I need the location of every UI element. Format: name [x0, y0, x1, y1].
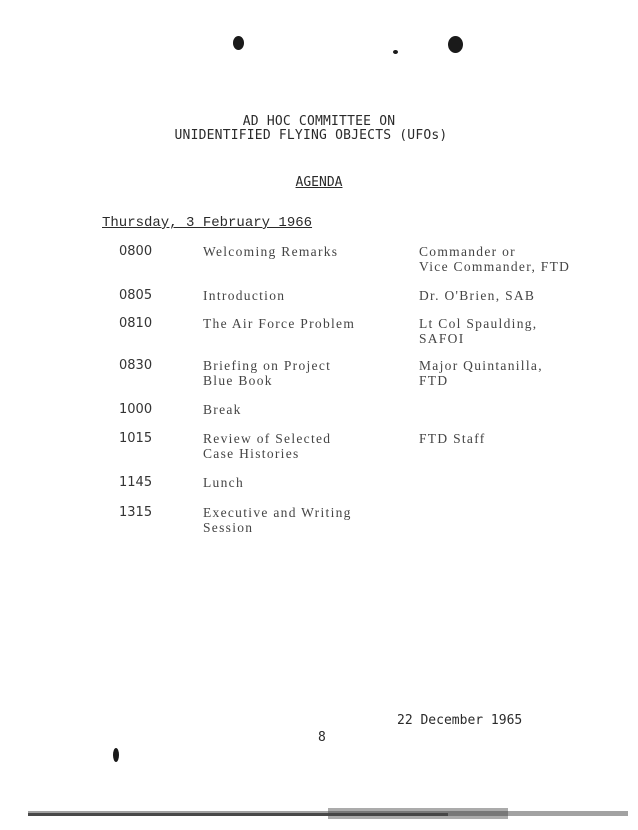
agenda-item: The Air Force Problem — [203, 316, 356, 331]
agenda-time: 1145 — [119, 475, 153, 490]
agenda-time: 0800 — [119, 244, 153, 259]
agenda-time: 1000 — [119, 402, 153, 417]
day-heading: Thursday, 3 February 1966 — [102, 215, 313, 231]
agenda-presenter: FTD Staff — [419, 431, 486, 446]
agenda-time: 0810 — [119, 316, 153, 331]
agenda-item: Lunch — [203, 475, 244, 490]
committee-title-line1: AD HOC COMMITTEE ON — [242, 114, 396, 129]
agenda-item: Welcoming Remarks — [203, 244, 339, 259]
committee-title-line2: UNIDENTIFIED FLYING OBJECTS (UFOs) — [174, 128, 448, 143]
agenda-presenter: Commander or Vice Commander, FTD — [419, 244, 571, 274]
agenda-heading: AGENDA — [295, 175, 343, 190]
scan-edge-noise — [28, 808, 628, 820]
ink-speck — [448, 36, 463, 53]
page-number: 8 — [318, 730, 326, 745]
agenda-item: Review of Selected Case Histories — [203, 431, 332, 461]
agenda-item: Briefing on Project Blue Book — [203, 358, 332, 388]
agenda-item: Break — [203, 402, 242, 417]
agenda-time: 1015 — [119, 431, 153, 446]
ink-speck — [393, 50, 398, 54]
agenda-time: 1315 — [119, 505, 153, 520]
agenda-presenter: Dr. O'Brien, SAB — [419, 288, 536, 303]
document-date: 22 December 1965 — [397, 713, 523, 728]
agenda-presenter: Lt Col Spaulding, SAFOI — [419, 316, 538, 346]
agenda-presenter: Major Quintanilla, FTD — [419, 358, 543, 388]
ink-speck — [233, 36, 244, 50]
agenda-time: 0830 — [119, 358, 153, 373]
agenda-item: Introduction — [203, 288, 286, 303]
agenda-time: 0805 — [119, 288, 153, 303]
agenda-item: Executive and Writing Session — [203, 505, 352, 535]
ink-speck — [113, 748, 119, 762]
